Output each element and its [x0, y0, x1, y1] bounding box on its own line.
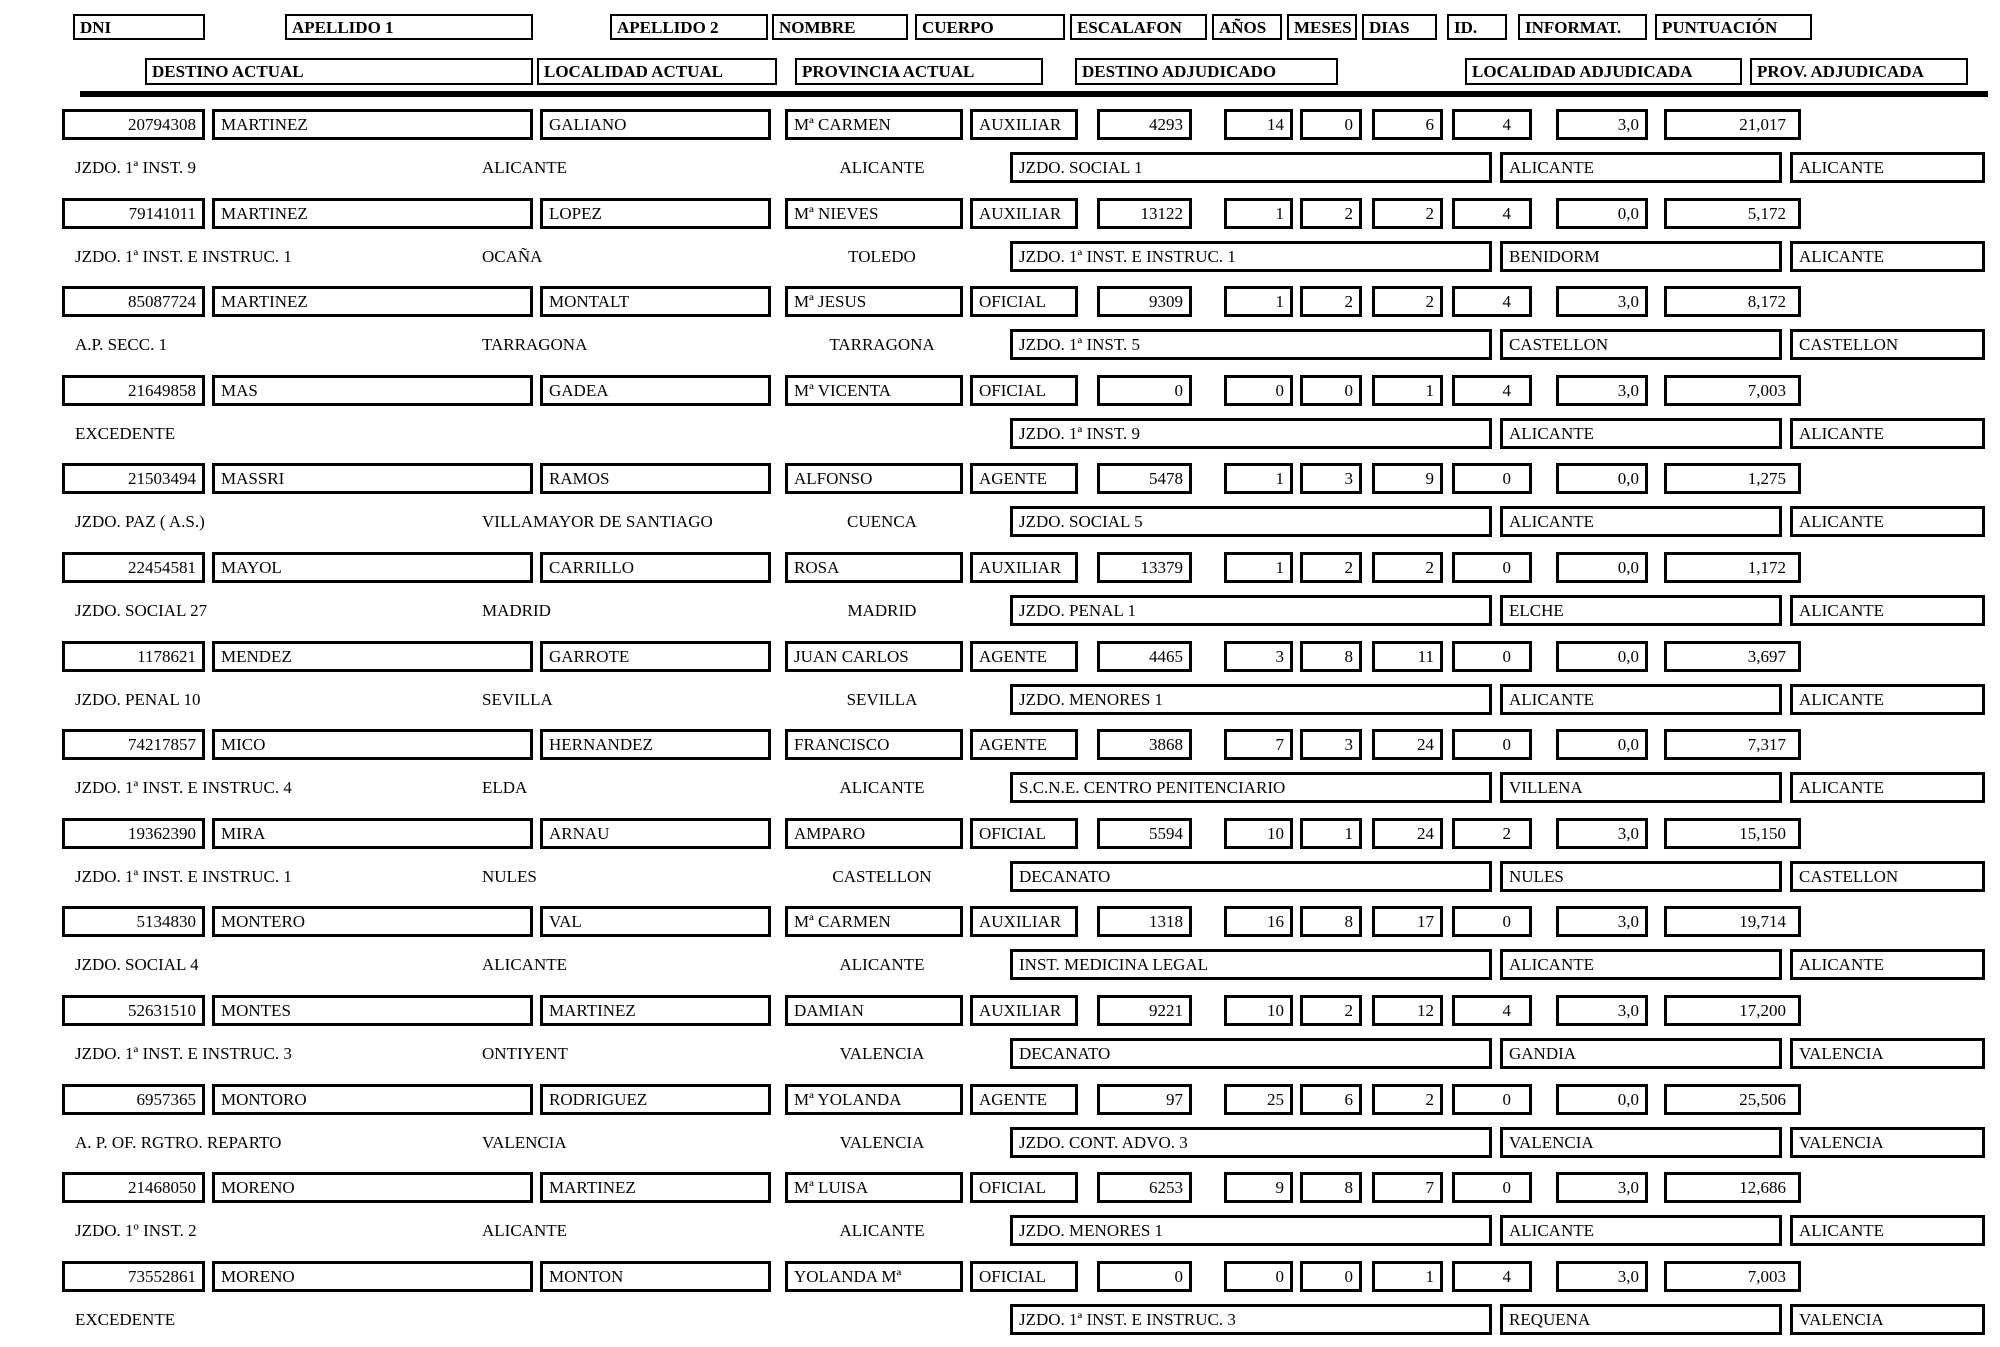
record-row — [0, 372, 2000, 461]
nombre-value: Mª CARMEN — [785, 109, 963, 140]
apellido1-value: MARTINEZ — [212, 109, 533, 140]
provincia-actual-value: VALENCIA — [839, 1132, 925, 1152]
destino-adjudicado-value: JZDO. 1ª INST. E INSTRUC. 1 — [1010, 241, 1492, 272]
destino-adjudicado-value: S.C.N.E. CENTRO PENITENCIARIO — [1010, 772, 1492, 803]
provincia-actual-value: TOLEDO — [848, 246, 916, 266]
prov-adjudicada-value: CASTELLON — [1790, 329, 1985, 360]
anos-value: 1 — [1224, 286, 1293, 317]
informat-value: 3,0 — [1556, 906, 1648, 937]
apellido1-value: MAYOL — [212, 552, 533, 583]
prov-adjudicada-value: ALICANTE — [1790, 418, 1985, 449]
escalafon-value: 4293 — [1097, 109, 1192, 140]
localidad-actual-value: OCAÑA — [482, 246, 543, 266]
informat-value: 3,0 — [1556, 1172, 1648, 1203]
informat-value: 0,0 — [1556, 729, 1648, 760]
destino-actual-value: JZDO. PAZ ( A.S.) — [75, 512, 205, 532]
informat-value: 3,0 — [1556, 375, 1648, 406]
puntuacion-value: 3,697 — [1664, 641, 1801, 672]
record-row — [0, 903, 2000, 992]
destino-actual-value: JZDO. SOCIAL 27 — [75, 600, 208, 620]
informat-value: 0,0 — [1556, 198, 1648, 229]
dias-value: 6 — [1372, 109, 1443, 140]
puntuacion-value: 1,275 — [1664, 463, 1801, 494]
provincia-actual-value: ALICANTE — [839, 955, 925, 975]
col-header-cuerpo: CUERPO — [915, 14, 1065, 40]
escalafon-value: 4465 — [1097, 641, 1192, 672]
cuerpo-value: AGENTE — [970, 1084, 1078, 1115]
id-value: 4 — [1452, 286, 1532, 317]
destino-actual-value: JZDO. SOCIAL 4 — [75, 955, 199, 975]
prov-adjudicada-value: CASTELLON — [1790, 861, 1985, 892]
nombre-value: ROSA — [785, 552, 963, 583]
record-row — [0, 195, 2000, 284]
meses-value: 6 — [1300, 1084, 1362, 1115]
meses-value: 8 — [1300, 1172, 1362, 1203]
apellido2-value: CARRILLO — [540, 552, 771, 583]
destino-adjudicado-value: JZDO. 1ª INST. 5 — [1010, 329, 1492, 360]
prov-adjudicada-value: ALICANTE — [1790, 684, 1985, 715]
localidad-actual-value: ONTIYENT — [482, 1043, 568, 1063]
apellido1-value: MARTINEZ — [212, 198, 533, 229]
dias-value: 2 — [1372, 1084, 1443, 1115]
record-row — [0, 638, 2000, 727]
destino-actual-value: JZDO. 1ª INST. E INSTRUC. 3 — [75, 1043, 292, 1063]
dias-value: 12 — [1372, 995, 1443, 1026]
nombre-value: Mª NIEVES — [785, 198, 963, 229]
localidad-adjudicada-value: ELCHE — [1500, 595, 1782, 626]
record-row — [0, 460, 2000, 549]
destino-actual-value: EXCEDENTE — [75, 1309, 176, 1329]
cuerpo-value: AUXILIAR — [970, 995, 1078, 1026]
apellido2-value: MARTINEZ — [540, 995, 771, 1026]
localidad-adjudicada-value: VALENCIA — [1500, 1127, 1782, 1158]
escalafon-value: 13379 — [1097, 552, 1192, 583]
dni-value: 21503494 — [62, 463, 205, 494]
localidad-actual-value: ELDA — [482, 778, 528, 798]
apellido2-value: GALIANO — [540, 109, 771, 140]
destino-adjudicado-value: JZDO. 1ª INST. 9 — [1010, 418, 1492, 449]
col-header-provincia-actual: PROVINCIA ACTUAL — [795, 58, 1043, 85]
escalafon-value: 9221 — [1097, 995, 1192, 1026]
anos-value: 1 — [1224, 463, 1293, 494]
anos-value: 10 — [1224, 818, 1293, 849]
nombre-value: YOLANDA Mª — [785, 1261, 963, 1292]
puntuacion-value: 21,017 — [1664, 109, 1801, 140]
cuerpo-value: AUXILIAR — [970, 198, 1078, 229]
id-value: 0 — [1452, 641, 1532, 672]
apellido1-value: MIRA — [212, 818, 533, 849]
apellido2-value: MONTALT — [540, 286, 771, 317]
apellido1-value: MASSRI — [212, 463, 533, 494]
informat-value: 3,0 — [1556, 1261, 1648, 1292]
localidad-actual-value: MADRID — [482, 600, 551, 620]
informat-value: 3,0 — [1556, 109, 1648, 140]
record-row — [0, 1258, 2000, 1347]
puntuacion-value: 12,686 — [1664, 1172, 1801, 1203]
prov-adjudicada-value: VALENCIA — [1790, 1304, 1985, 1335]
apellido1-value: MAS — [212, 375, 533, 406]
meses-value: 8 — [1300, 641, 1362, 672]
cuerpo-value: AUXILIAR — [970, 552, 1078, 583]
anos-value: 16 — [1224, 906, 1293, 937]
dias-value: 1 — [1372, 1261, 1443, 1292]
localidad-actual-value: ALICANTE — [482, 1221, 567, 1241]
destino-adjudicado-value: DECANATO — [1010, 1038, 1492, 1069]
destino-actual-value: JZDO. 1ª INST. E INSTRUC. 1 — [75, 866, 292, 886]
col-header-escalafon: ESCALAFON — [1070, 14, 1207, 40]
id-value: 0 — [1452, 729, 1532, 760]
provincia-actual-value: TARRAGONA — [829, 335, 935, 355]
destino-actual-value: A.P. SECC. 1 — [75, 335, 168, 355]
nombre-value: Mª CARMEN — [785, 906, 963, 937]
cuerpo-value: AUXILIAR — [970, 906, 1078, 937]
anos-value: 9 — [1224, 1172, 1293, 1203]
dni-value: 6957365 — [62, 1084, 205, 1115]
nombre-value: JUAN CARLOS — [785, 641, 963, 672]
anos-value: 7 — [1224, 729, 1293, 760]
id-value: 0 — [1452, 1172, 1532, 1203]
dni-value: 22454581 — [62, 552, 205, 583]
dias-value: 2 — [1372, 286, 1443, 317]
localidad-actual-value: SEVILLA — [482, 689, 553, 709]
destino-actual-value: JZDO. 1ª INST. 9 — [75, 158, 197, 177]
nombre-value: ALFONSO — [785, 463, 963, 494]
destino-adjudicado-value: DECANATO — [1010, 861, 1492, 892]
prov-adjudicada-value: ALICANTE — [1790, 241, 1985, 272]
apellido2-value: GADEA — [540, 375, 771, 406]
col-header-puntuacion: PUNTUACIÓN — [1655, 14, 1812, 40]
meses-value: 8 — [1300, 906, 1362, 937]
dni-value: 79141011 — [62, 198, 205, 229]
cuerpo-value: AGENTE — [970, 463, 1078, 494]
destino-adjudicado-value: JZDO. SOCIAL 5 — [1010, 506, 1492, 537]
apellido1-value: MICO — [212, 729, 533, 760]
col-header-destino-adjudicado: DESTINO ADJUDICADO — [1075, 58, 1338, 85]
record-row — [0, 726, 2000, 815]
destino-adjudicado-value: JZDO. MENORES 1 — [1010, 684, 1492, 715]
destino-actual-value: EXCEDENTE — [75, 423, 176, 443]
dias-value: 11 — [1372, 641, 1443, 672]
id-value: 0 — [1452, 1084, 1532, 1115]
escalafon-value: 9309 — [1097, 286, 1192, 317]
col-header-dias: DIAS — [1362, 14, 1437, 40]
localidad-actual-value: VALENCIA — [482, 1132, 567, 1152]
prov-adjudicada-value: ALICANTE — [1790, 595, 1985, 626]
col-header-informat: INFORMAT. — [1518, 14, 1647, 40]
apellido2-value: VAL — [540, 906, 771, 937]
dias-value: 24 — [1372, 818, 1443, 849]
id-value: 4 — [1452, 109, 1532, 140]
dias-value: 9 — [1372, 463, 1443, 494]
anos-value: 0 — [1224, 375, 1293, 406]
anos-value: 0 — [1224, 1261, 1293, 1292]
escalafon-value: 97 — [1097, 1084, 1192, 1115]
localidad-adjudicada-value: ALICANTE — [1500, 684, 1782, 715]
record-row — [0, 1169, 2000, 1258]
escalafon-value: 1318 — [1097, 906, 1192, 937]
cuerpo-value: OFICIAL — [970, 818, 1078, 849]
col-header-id: ID. — [1447, 14, 1507, 40]
apellido2-value: RODRIGUEZ — [540, 1084, 771, 1115]
col-header-nombre: NOMBRE — [772, 14, 908, 40]
nombre-value: Mª YOLANDA — [785, 1084, 963, 1115]
id-value: 4 — [1452, 198, 1532, 229]
cuerpo-value: OFICIAL — [970, 1261, 1078, 1292]
anos-value: 10 — [1224, 995, 1293, 1026]
col-header-meses: MESES — [1287, 14, 1357, 40]
puntuacion-value: 25,506 — [1664, 1084, 1801, 1115]
prov-adjudicada-value: VALENCIA — [1790, 1127, 1985, 1158]
destino-adjudicado-value: JZDO. MENORES 1 — [1010, 1215, 1492, 1246]
meses-value: 3 — [1300, 463, 1362, 494]
nombre-value: DAMIAN — [785, 995, 963, 1026]
escalafon-value: 3868 — [1097, 729, 1192, 760]
prov-adjudicada-value: ALICANTE — [1790, 772, 1985, 803]
dias-value: 24 — [1372, 729, 1443, 760]
puntuacion-value: 5,172 — [1664, 198, 1801, 229]
prov-adjudicada-value: ALICANTE — [1790, 152, 1985, 183]
record-row — [0, 1081, 2000, 1170]
prov-adjudicada-value: VALENCIA — [1790, 1038, 1985, 1069]
localidad-adjudicada-value: VILLENA — [1500, 772, 1782, 803]
id-value: 4 — [1452, 1261, 1532, 1292]
meses-value: 0 — [1300, 375, 1362, 406]
escalafon-value: 13122 — [1097, 198, 1192, 229]
localidad-adjudicada-value: NULES — [1500, 861, 1782, 892]
apellido1-value: MENDEZ — [212, 641, 533, 672]
apellido1-value: MORENO — [212, 1172, 533, 1203]
dni-value: 85087724 — [62, 286, 205, 317]
meses-value: 0 — [1300, 109, 1362, 140]
prov-adjudicada-value: ALICANTE — [1790, 949, 1985, 980]
informat-value: 3,0 — [1556, 818, 1648, 849]
id-value: 2 — [1452, 818, 1532, 849]
col-header-apellido1: APELLIDO 1 — [285, 14, 533, 40]
meses-value: 2 — [1300, 198, 1362, 229]
apellido1-value: MONTORO — [212, 1084, 533, 1115]
localidad-adjudicada-value: ALICANTE — [1500, 949, 1782, 980]
provincia-actual-value: CUENCA — [847, 512, 917, 532]
cuerpo-value: AGENTE — [970, 641, 1078, 672]
record-row — [0, 992, 2000, 1081]
provincia-actual-value: SEVILLA — [846, 689, 918, 709]
meses-value: 2 — [1300, 995, 1362, 1026]
localidad-actual-value: ALICANTE — [482, 158, 567, 177]
destino-adjudicado-value: JZDO. PENAL 1 — [1010, 595, 1492, 626]
nombre-value: FRANCISCO — [785, 729, 963, 760]
anos-value: 1 — [1224, 198, 1293, 229]
puntuacion-value: 17,200 — [1664, 995, 1801, 1026]
dni-value: 19362390 — [62, 818, 205, 849]
localidad-adjudicada-value: REQUENA — [1500, 1304, 1782, 1335]
informat-value: 3,0 — [1556, 286, 1648, 317]
puntuacion-value: 7,317 — [1664, 729, 1801, 760]
destino-adjudicado-value: JZDO. 1ª INST. E INSTRUC. 3 — [1010, 1304, 1492, 1335]
meses-value: 3 — [1300, 729, 1362, 760]
id-value: 0 — [1452, 463, 1532, 494]
dni-value: 1178621 — [62, 641, 205, 672]
dni-value: 74217857 — [62, 729, 205, 760]
escalafon-value: 0 — [1097, 375, 1192, 406]
dni-value: 20794308 — [62, 109, 205, 140]
cuerpo-value: OFICIAL — [970, 286, 1078, 317]
dni-value: 73552861 — [62, 1261, 205, 1292]
destino-actual-value: JZDO. 1ª INST. E INSTRUC. 1 — [75, 246, 292, 266]
anos-value: 25 — [1224, 1084, 1293, 1115]
escalafon-value: 5594 — [1097, 818, 1192, 849]
anos-value: 3 — [1224, 641, 1293, 672]
apellido1-value: MORENO — [212, 1261, 533, 1292]
nombre-value: AMPARO — [785, 818, 963, 849]
provincia-actual-value: VALENCIA — [839, 1043, 925, 1063]
dni-value: 52631510 — [62, 995, 205, 1026]
apellido1-value: MONTES — [212, 995, 533, 1026]
id-value: 4 — [1452, 995, 1532, 1026]
puntuacion-value: 7,003 — [1664, 375, 1801, 406]
escalafon-value: 6253 — [1097, 1172, 1192, 1203]
record-row — [0, 549, 2000, 638]
localidad-actual-value: ALICANTE — [482, 955, 567, 975]
localidad-adjudicada-value: ALICANTE — [1500, 418, 1782, 449]
record-row — [0, 283, 2000, 372]
destino-adjudicado-value: JZDO. CONT. ADVO. 3 — [1010, 1127, 1492, 1158]
nombre-value: Mª JESUS — [785, 286, 963, 317]
apellido2-value: ARNAU — [540, 818, 771, 849]
dias-value: 7 — [1372, 1172, 1443, 1203]
informat-value: 0,0 — [1556, 641, 1648, 672]
apellido2-value: RAMOS — [540, 463, 771, 494]
destino-actual-value: JZDO. 1º INST. 2 — [75, 1221, 197, 1241]
dias-value: 1 — [1372, 375, 1443, 406]
puntuacion-value: 15,150 — [1664, 818, 1801, 849]
records-list — [0, 106, 2000, 1346]
localidad-adjudicada-value: ALICANTE — [1500, 1215, 1782, 1246]
apellido2-value: GARROTE — [540, 641, 771, 672]
puntuacion-value: 8,172 — [1664, 286, 1801, 317]
record-row — [0, 815, 2000, 904]
col-header-dni: DNI — [73, 14, 205, 40]
informat-value: 0,0 — [1556, 1084, 1648, 1115]
provincia-actual-value: ALICANTE — [839, 158, 925, 177]
meses-value: 2 — [1300, 286, 1362, 317]
localidad-adjudicada-value: BENIDORM — [1500, 241, 1782, 272]
cuerpo-value: AGENTE — [970, 729, 1078, 760]
nombre-value: Mª VICENTA — [785, 375, 963, 406]
col-header-anos: AÑOS — [1212, 14, 1282, 40]
puntuacion-value: 7,003 — [1664, 1261, 1801, 1292]
col-header-apellido2: APELLIDO 2 — [610, 14, 768, 40]
anos-value: 14 — [1224, 109, 1293, 140]
cuerpo-value: OFICIAL — [970, 1172, 1078, 1203]
puntuacion-value: 1,172 — [1664, 552, 1801, 583]
apellido1-value: MARTINEZ — [212, 286, 533, 317]
provincia-actual-value: MADRID — [847, 600, 917, 620]
col-header-localidad-actual: LOCALIDAD ACTUAL — [537, 58, 777, 85]
anos-value: 1 — [1224, 552, 1293, 583]
provincia-actual-value: ALICANTE — [839, 1221, 925, 1241]
destino-adjudicado-value: INST. MEDICINA LEGAL — [1010, 949, 1492, 980]
escalafon-value: 0 — [1097, 1261, 1192, 1292]
col-header-localidad-adjudicada: LOCALIDAD ADJUDICADA — [1465, 58, 1742, 85]
header-separator-rule — [80, 91, 1988, 97]
apellido2-value: HERNANDEZ — [540, 729, 771, 760]
dias-value: 2 — [1372, 552, 1443, 583]
col-header-destino-actual: DESTINO ACTUAL — [145, 58, 533, 85]
cuerpo-value: OFICIAL — [970, 375, 1078, 406]
localidad-adjudicada-value: ALICANTE — [1500, 506, 1782, 537]
dni-value: 5134830 — [62, 906, 205, 937]
meses-value: 0 — [1300, 1261, 1362, 1292]
localidad-adjudicada-value: CASTELLON — [1500, 329, 1782, 360]
dni-value: 21468050 — [62, 1172, 205, 1203]
provincia-actual-value: CASTELLON — [832, 866, 932, 886]
nombre-value: Mª LUISA — [785, 1172, 963, 1203]
prov-adjudicada-value: ALICANTE — [1790, 506, 1985, 537]
informat-value: 0,0 — [1556, 552, 1648, 583]
puntuacion-value: 19,714 — [1664, 906, 1801, 937]
destino-actual-value: JZDO. PENAL 10 — [75, 689, 201, 709]
apellido1-value: MONTERO — [212, 906, 533, 937]
apellido2-value: LOPEZ — [540, 198, 771, 229]
informat-value: 3,0 — [1556, 995, 1648, 1026]
id-value: 0 — [1452, 906, 1532, 937]
id-value: 0 — [1452, 552, 1532, 583]
destino-adjudicado-value: JZDO. SOCIAL 1 — [1010, 152, 1492, 183]
meses-value: 1 — [1300, 818, 1362, 849]
cuerpo-value: AUXILIAR — [970, 109, 1078, 140]
col-header-prov-adjudicada: PROV. ADJUDICADA — [1750, 58, 1968, 85]
provincia-actual-value: ALICANTE — [839, 778, 925, 798]
apellido2-value: MARTINEZ — [540, 1172, 771, 1203]
informat-value: 0,0 — [1556, 463, 1648, 494]
destino-actual-value: A. P. OF. RGTRO. REPARTO — [75, 1132, 282, 1152]
id-value: 4 — [1452, 375, 1532, 406]
escalafon-value: 5478 — [1097, 463, 1192, 494]
dni-value: 21649858 — [62, 375, 205, 406]
meses-value: 2 — [1300, 552, 1362, 583]
destino-actual-value: JZDO. 1ª INST. E INSTRUC. 4 — [75, 778, 292, 798]
localidad-actual-value: NULES — [482, 866, 537, 886]
localidad-actual-value: TARRAGONA — [482, 335, 588, 355]
localidad-adjudicada-value: GANDIA — [1500, 1038, 1782, 1069]
localidad-adjudicada-value: ALICANTE — [1500, 152, 1782, 183]
dias-value: 17 — [1372, 906, 1443, 937]
dias-value: 2 — [1372, 198, 1443, 229]
prov-adjudicada-value: ALICANTE — [1790, 1215, 1985, 1246]
apellido2-value: MONTON — [540, 1261, 771, 1292]
record-row — [0, 106, 2000, 195]
localidad-actual-value: VILLAMAYOR DE SANTIAGO — [482, 512, 713, 532]
